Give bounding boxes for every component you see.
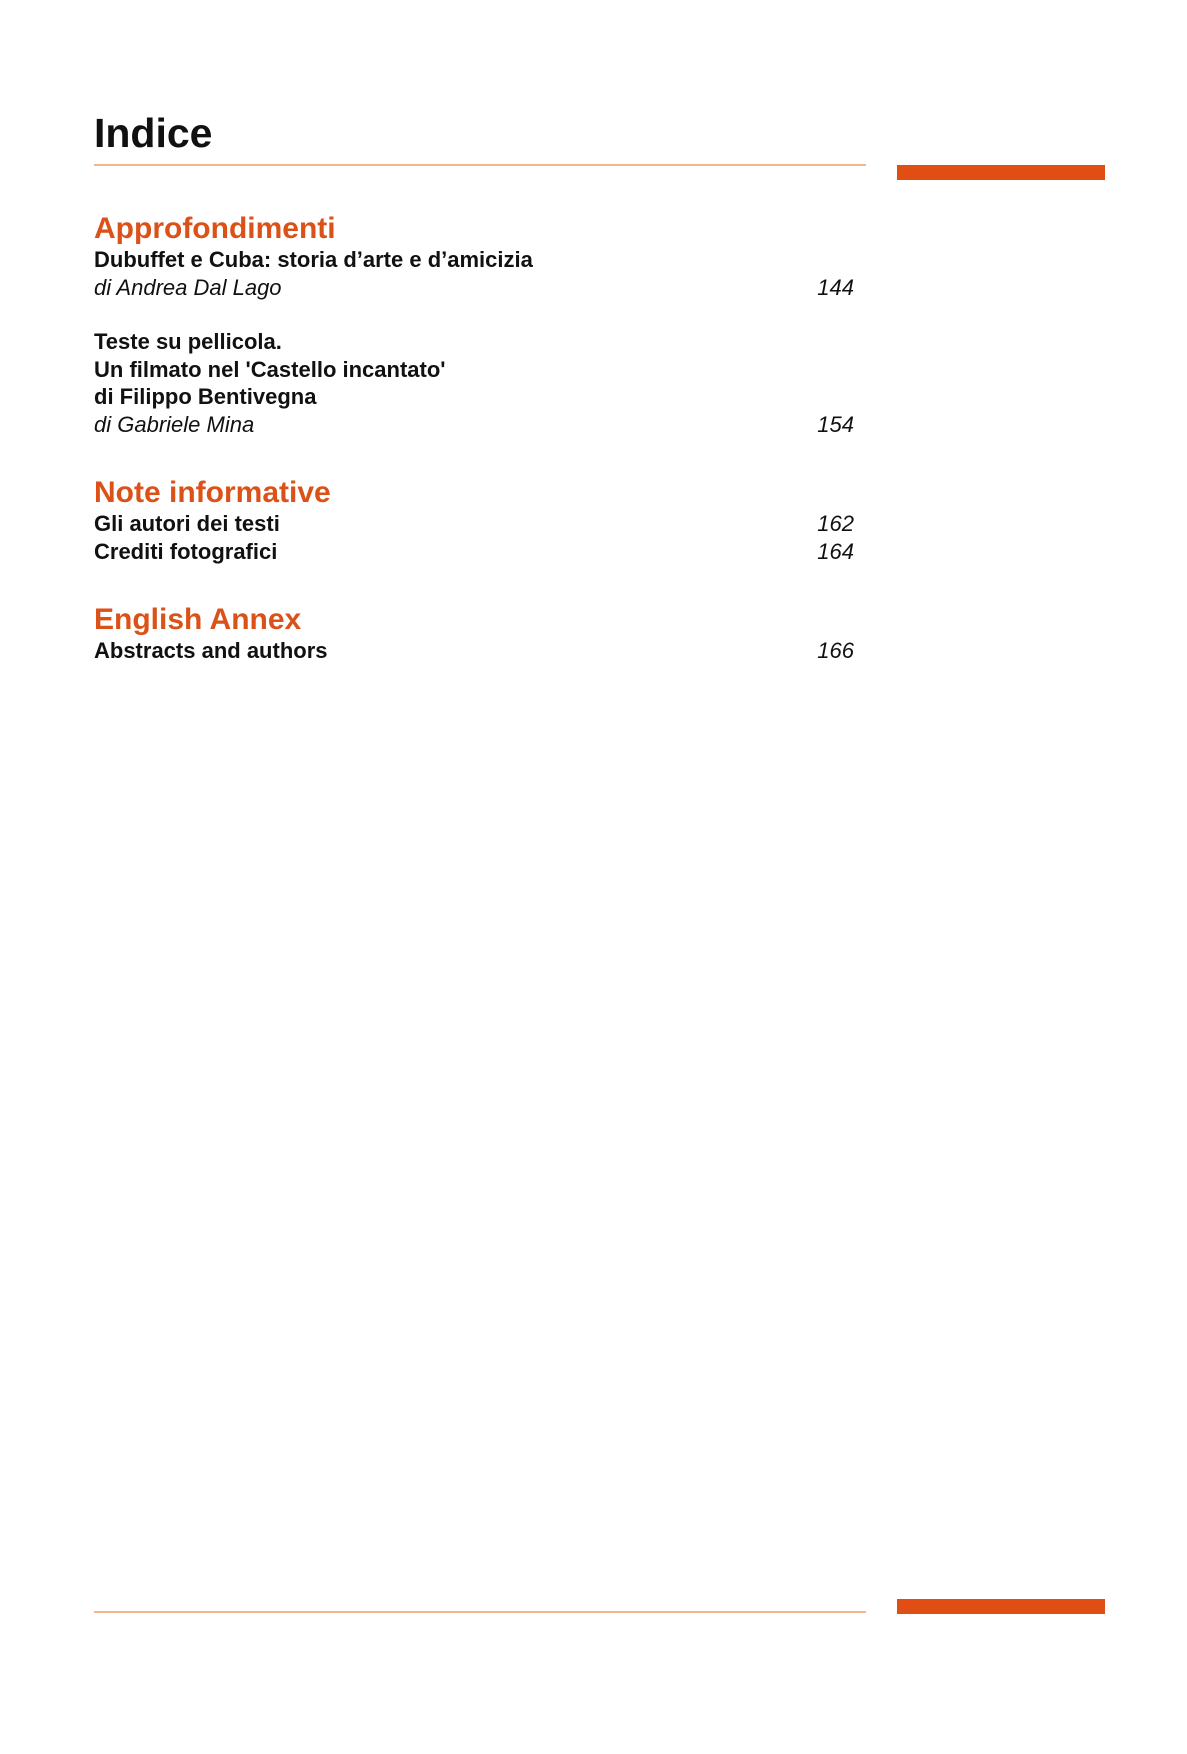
- entry-page-number: 162: [817, 511, 854, 536]
- toc-entry[interactable]: [94, 246, 854, 301]
- table-of-contents: [94, 212, 854, 703]
- toc-entry[interactable]: [94, 637, 854, 665]
- bottom-divider: [94, 1611, 866, 1613]
- entry-page-number: 164: [817, 538, 854, 564]
- entry-page-number: 154: [817, 411, 854, 437]
- entry-title: Gli autori dei testi: [94, 511, 280, 536]
- entry-title-line: di Filippo Bentivegna: [94, 384, 317, 409]
- bottom-accent-bar: [897, 1599, 1105, 1614]
- entry-title: Dubuffet e Cuba: storia d’arte e d’amicizia: [94, 247, 533, 272]
- entry-author: di Gabriele Mina: [94, 411, 255, 437]
- toc-section-english-annex: [94, 603, 854, 665]
- toc-entry[interactable]: [94, 510, 854, 538]
- section-heading: English Annex: [94, 603, 302, 636]
- entry-title: Crediti fotografici: [94, 538, 278, 564]
- toc-section-note-informative: [94, 476, 854, 565]
- entry-page-number: 166: [817, 638, 854, 663]
- toc-section-approfondimenti: [94, 212, 854, 438]
- section-heading: Note informative: [94, 476, 331, 509]
- toc-entry[interactable]: [94, 328, 854, 438]
- entry-title-line: Teste su pellicola.: [94, 329, 282, 354]
- top-divider: [94, 164, 866, 166]
- section-heading: Approfondimenti: [94, 212, 336, 245]
- toc-entry[interactable]: [94, 538, 854, 566]
- entry-author: di Andrea Dal Lago: [94, 274, 282, 300]
- entry-title-line: Un filmato nel 'Castello incantato': [94, 356, 446, 382]
- entry-page-number: 144: [817, 274, 854, 300]
- entry-title: Abstracts and authors: [94, 638, 328, 663]
- page-title: Indice: [94, 110, 213, 156]
- top-accent-bar: [897, 165, 1105, 180]
